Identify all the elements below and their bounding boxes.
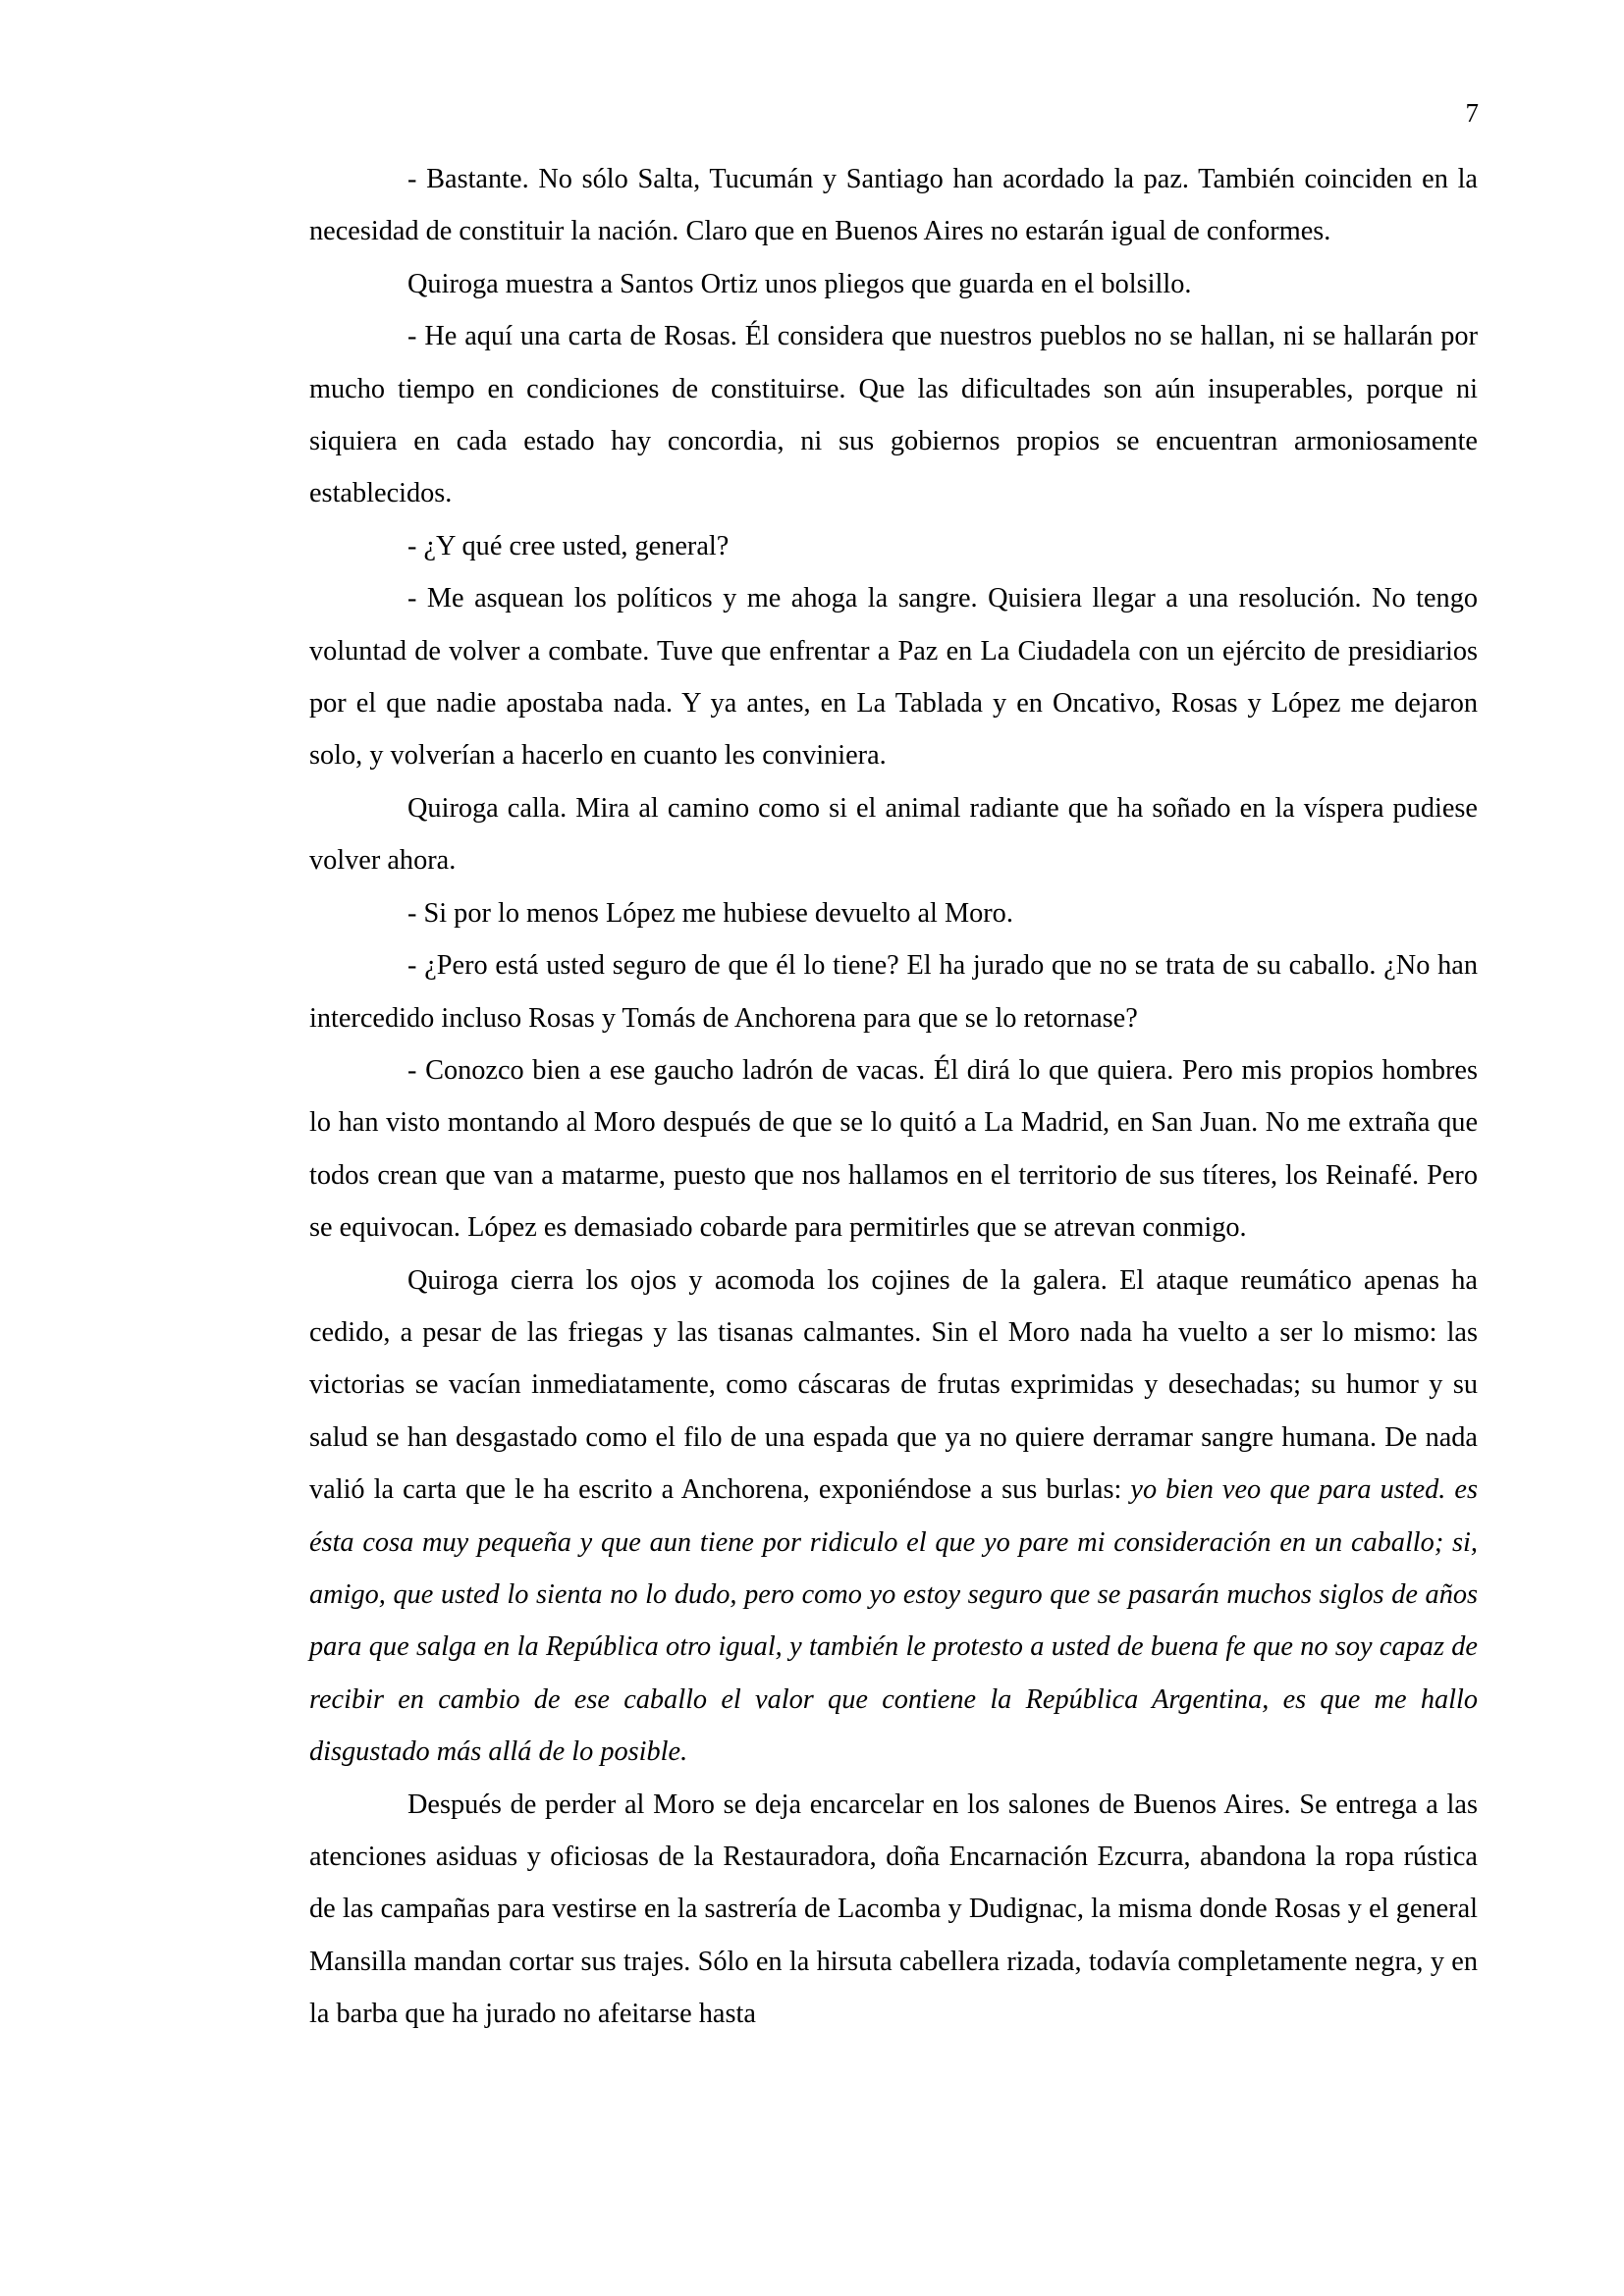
body-text [309,153,1478,2041]
paragraph: Quiroga calla. Mira al camino como si el animal radiante que ha soñado en la víspera pudiese volver ahora. [309,792,1478,877]
paragraph: - Conozco bien a ese gaucho ladrón de vacas. Él dirá lo que quiera. Pero mis propios hombres lo han visto montando al Moro después de que se lo quitó a La Madrid, en San Juan. No me extraña que todos crean que van a matarme, puesto que nos hallamos en el territorio de sus títeres, los Reinafé. Pero se equivocan. López es demasiado cobarde para permitirles que se atrevan conmigo. [309,1054,1478,1244]
paragraph: Quiroga muestra a Santos Ortiz unos pliegos que guarda en el bolsillo. [407,268,1192,299]
paragraph: - He aquí una carta de Rosas. Él considera que nuestros pueblos no se hallan, ni se hallarán por mucho tiempo en condiciones de constituirse. Que las dificultades son aún insuperables, porque ni siquiera en cada estado hay concordia, ni sus gobiernos propios se encuentran armoniosamente establecidos. [309,321,1478,509]
page-number: 7 [1465,98,1479,128]
quote-intro: Quiroga cierra los ojos y acomoda los cojines de la galera. El ataque reumático apenas ha cedido, a pesar de las friegas y las tisanas calmantes. Sin el Moro nada ha vuelto a ser lo mismo: las victorias se vacían inmediatamente, como cáscaras de frutas exprimidas y desechadas; su humor y su salud se han desgastado como el filo de una espada que ya no quiere derramar sangre humana. De nada valió la carta que le ha escrito a Anchorena, exponiéndose a sus burlas: [309,1264,1478,1506]
paragraph: Después de perder al Moro se deja encarcelar en los salones de Buenos Aires. Se entrega a las atenciones asiduas y oficiosas de la Restauradora, doña Encarnación Ezcurra, abandona la ropa rústica de las campañas para vestirse en la sastrería de Lacomba y Dudignac, la misma donde Rosas y el general Mansilla mandan cortar sus trajes. Sólo en la hirsuta cabellera rizada, todavía completamente negra, y en la barba que ha jurado no afeitarse hasta [309,1789,1478,2030]
quote-paragraph [309,1255,1478,1779]
paragraph: - ¿Y qué cree usted, general? [407,530,730,561]
paragraph: - Bastante. No sólo Salta, Tucumán y Santiago han acordado la paz. También coinciden en la necesidad de constituir la nación. Claro que en Buenos Aires no estarán igual de conformes. [309,164,1478,247]
paragraph: - ¿Pero está usted seguro de que él lo tiene? El ha jurado que no se trata de su caballo. ¿No han intercedido incluso Rosas y Tomás de Anchorena para que se lo retornase? [309,950,1478,1034]
letter-quote: yo bien veo que para usted. es ésta cosa muy pequeña y que aun tiene por ridiculo el que yo pare mi consideración en un caballo; si, amigo, que usted lo sienta no lo dudo, pero como yo estoy seguro que se pasarán muchos siglos de años para que salga en la República otro igual, y también le protesto a usted de buena fe que no soy capaz de recibir en cambio de ese caballo el valor que contiene la República Argentina, es que me hallo disgustado más allá de lo posible. [309,1474,1478,1768]
paragraph: - Si por lo menos López me hubiese devuelto al Moro. [407,897,1013,929]
paragraph: - Me asquean los políticos y me ahoga la sangre. Quisiera llegar a una resolución. No tengo voluntad de volver a combate. Tuve que enfrentar a Paz en La Ciudadela con un ejército de presidiarios por el que nadie apostaba nada. Y ya antes, en La Tablada y en Oncativo, Rosas y López me dejaron solo, y volverían a hacerlo en cuanto les conviniera. [309,583,1478,772]
